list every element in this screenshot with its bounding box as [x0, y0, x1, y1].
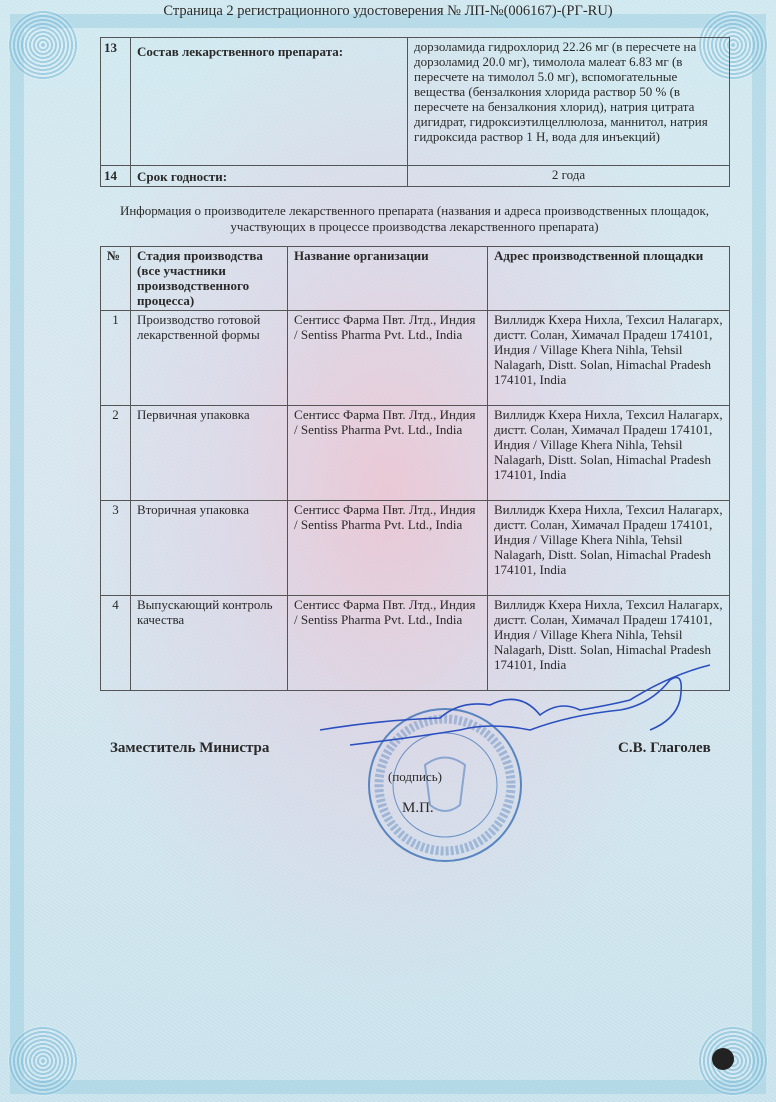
- organization-cell: Сентисс Фарма Пвт. Лтд., Индия / Sentiss Pharma Pvt. Ltd., India: [288, 596, 488, 691]
- property-value: дорзоламида гидрохлорид 22.26 мг (в пересчете на дорзоламид 20.0 мг), тимолола малеат 6.83 мг (в пересчете на тимолол 5.0 мг), вспомогательные вещества (бензалкония хлорида раствор 50 % (в пересчете на бензалкония хлорид), натрия цитрата дигидрат, гидроксиэтилцеллюлоза, маннитол, натрия гидроксида раствор 1 Н, вода для инъекций): [408, 38, 730, 166]
- table-row: [101, 166, 730, 187]
- row-number: 2: [101, 406, 131, 501]
- address-cell: Виллидж Кхера Нихла, Техсил Налагарх, дистт. Солан, Химачал Прадеш 174101, Индия / Village Khera Nihla, Tehsil Nalagarh, Distt. Solan, Himachal Pradesh 174101, India: [488, 311, 730, 406]
- property-label: Состав лекарственного препарата:: [131, 38, 408, 166]
- corner-ornament: [8, 1026, 78, 1096]
- address-cell: Виллидж Кхера Нихла, Техсил Налагарх, дистт. Солан, Химачал Прадеш 174101, Индия / Village Khera Nihla, Tehsil Nalagarh, Distt. Solan, Himachal Pradesh 174101, India: [488, 596, 730, 691]
- signatory-name: С.В. Глаголев: [618, 740, 711, 756]
- seal-caption: М.П.: [402, 800, 434, 816]
- row-number: 3: [101, 501, 131, 596]
- corner-ornament: [8, 10, 78, 80]
- hole-punch-mark: [712, 1048, 734, 1070]
- page-header: Страница 2 регистрационного удостоверения № ЛП-№(006167)-(РГ-RU): [163, 3, 613, 19]
- properties-table: [100, 37, 730, 187]
- column-header: Название организации: [288, 247, 488, 311]
- stage-cell: Первичная упаковка: [131, 406, 288, 501]
- address-cell: Виллидж Кхера Нихла, Техсил Налагарх, дистт. Солан, Химачал Прадеш 174101, Индия / Village Khera Nihla, Tehsil Nalagarh, Distt. Solan, Himachal Pradesh 174101, India: [488, 406, 730, 501]
- manufacturer-info-heading: Информация о производителе лекарственного препарата (названия и адреса производственных площадок, участвующих в процессе производства лекарственного препарата): [119, 203, 710, 234]
- manufacturers-table: [100, 246, 730, 691]
- stage-cell: Выпускающий контроль качества: [131, 596, 288, 691]
- signature-caption: (подпись): [388, 769, 442, 784]
- row-number: 1: [101, 311, 131, 406]
- stage-cell: Производство готовой лекарственной формы: [131, 311, 288, 406]
- property-value: 2 года: [408, 166, 730, 187]
- organization-cell: Сентисс Фарма Пвт. Лтд., Индия / Sentiss Pharma Pvt. Ltd., India: [288, 406, 488, 501]
- table-row: [101, 406, 730, 501]
- table-header-row: [101, 247, 730, 311]
- column-header: №: [101, 247, 131, 311]
- property-label: Срок годности:: [131, 166, 408, 187]
- table-row: [101, 501, 730, 596]
- row-number: 14: [101, 166, 131, 187]
- organization-cell: Сентисс Фарма Пвт. Лтд., Индия / Sentiss Pharma Pvt. Ltd., India: [288, 311, 488, 406]
- organization-cell: Сентисс Фарма Пвт. Лтд., Индия / Sentiss Pharma Pvt. Ltd., India: [288, 501, 488, 596]
- table-row: [101, 311, 730, 406]
- column-header: Адрес производственной площадки: [488, 247, 730, 311]
- table-row: [101, 38, 730, 166]
- address-cell: Виллидж Кхера Нихла, Техсил Налагарх, дистт. Солан, Химачал Прадеш 174101, Индия / Village Khera Nihla, Tehsil Nalagarh, Distt. Solan, Himachal Pradesh 174101, India: [488, 501, 730, 596]
- row-number: 4: [101, 596, 131, 691]
- row-number: 13: [101, 38, 131, 166]
- stage-cell: Вторичная упаковка: [131, 501, 288, 596]
- column-header: Стадия производства (все участники производственного процесса): [131, 247, 288, 311]
- signatory-position: Заместитель Министра: [110, 740, 270, 756]
